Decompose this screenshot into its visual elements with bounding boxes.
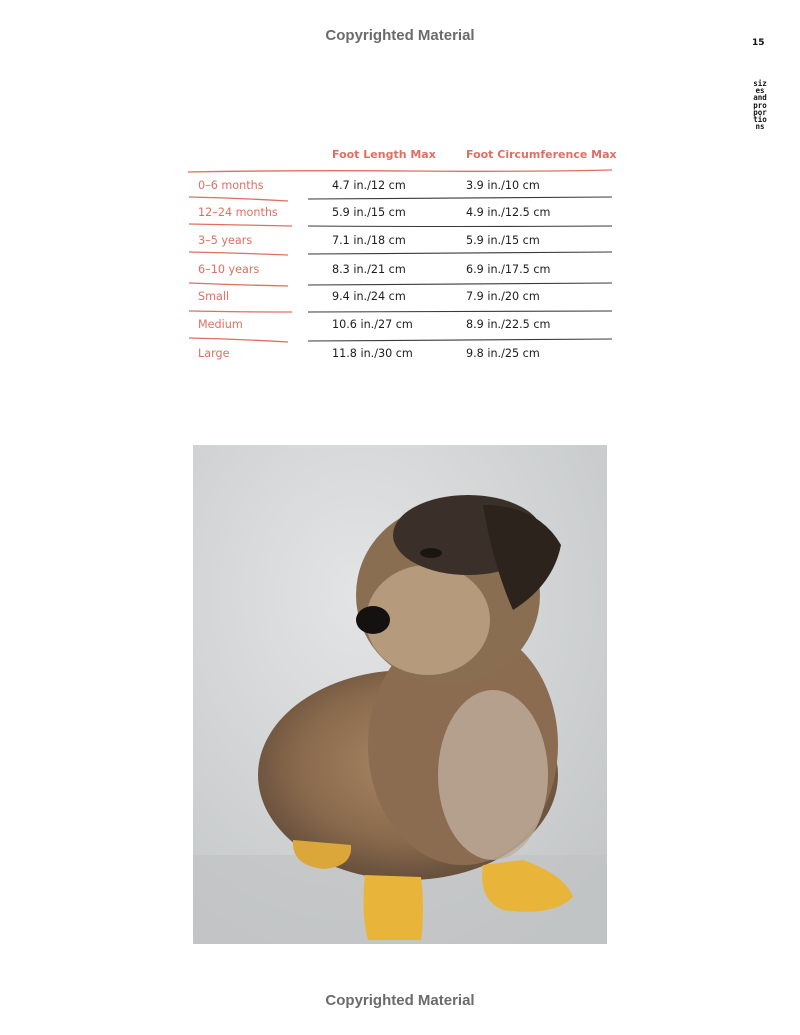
- label-rule: [189, 197, 288, 201]
- row-label: 12–24 months: [198, 206, 278, 219]
- value-rule: [308, 339, 612, 341]
- table-rules: [188, 140, 612, 372]
- value-rule: [308, 197, 612, 199]
- running-head: sizes and proportions: [753, 79, 772, 132]
- foot-length-value: 7.1 in./18 cm: [332, 234, 406, 247]
- foot-circumference-value: 9.8 in./25 cm: [466, 347, 540, 360]
- label-rule: [189, 252, 288, 255]
- header-foot-length: Foot Length Max: [332, 148, 436, 161]
- row-label: 6–10 years: [198, 263, 260, 276]
- foot-circumference-value: 7.9 in./20 cm: [466, 290, 540, 303]
- foot-circumference-value: 6.9 in./17.5 cm: [466, 263, 551, 276]
- value-rule: [308, 252, 612, 254]
- foot-circumference-value: 3.9 in./10 cm: [466, 179, 540, 192]
- header-rule: [188, 170, 612, 172]
- row-label: Large: [198, 347, 230, 360]
- foot-length-value: 11.8 in./30 cm: [332, 347, 413, 360]
- value-rule: [308, 283, 612, 285]
- row-label: 0–6 months: [198, 179, 264, 192]
- copyright-watermark-bottom: Copyrighted Material: [325, 992, 475, 1009]
- dog-illustration: [193, 445, 607, 944]
- label-rule: [189, 338, 288, 342]
- foot-length-value: 8.3 in./21 cm: [332, 263, 406, 276]
- foot-circumference-value: 4.9 in./12.5 cm: [466, 206, 551, 219]
- row-label: Small: [198, 290, 230, 303]
- header-foot-circumference: Foot Circumference Max: [466, 148, 617, 161]
- foot-length-value: 4.7 in./12 cm: [332, 179, 406, 192]
- foot-length-value: 10.6 in./27 cm: [332, 318, 413, 331]
- row-label: Medium: [198, 318, 243, 331]
- dog-photo: [193, 445, 607, 944]
- row-label: 3–5 years: [198, 234, 253, 247]
- value-rule: [308, 226, 612, 227]
- foot-length-value: 5.9 in./15 cm: [332, 206, 406, 219]
- label-rule: [189, 224, 292, 226]
- foot-circumference-value: 5.9 in./15 cm: [466, 234, 540, 247]
- copyright-watermark-top: Copyrighted Material: [325, 27, 475, 44]
- label-rule: [189, 283, 288, 286]
- foot-circumference-value: 8.9 in./22.5 cm: [466, 318, 551, 331]
- page-number: 15: [752, 38, 765, 48]
- value-rule: [308, 311, 612, 312]
- foot-length-value: 9.4 in./24 cm: [332, 290, 406, 303]
- size-table: [188, 140, 617, 372]
- label-rule: [189, 311, 292, 312]
